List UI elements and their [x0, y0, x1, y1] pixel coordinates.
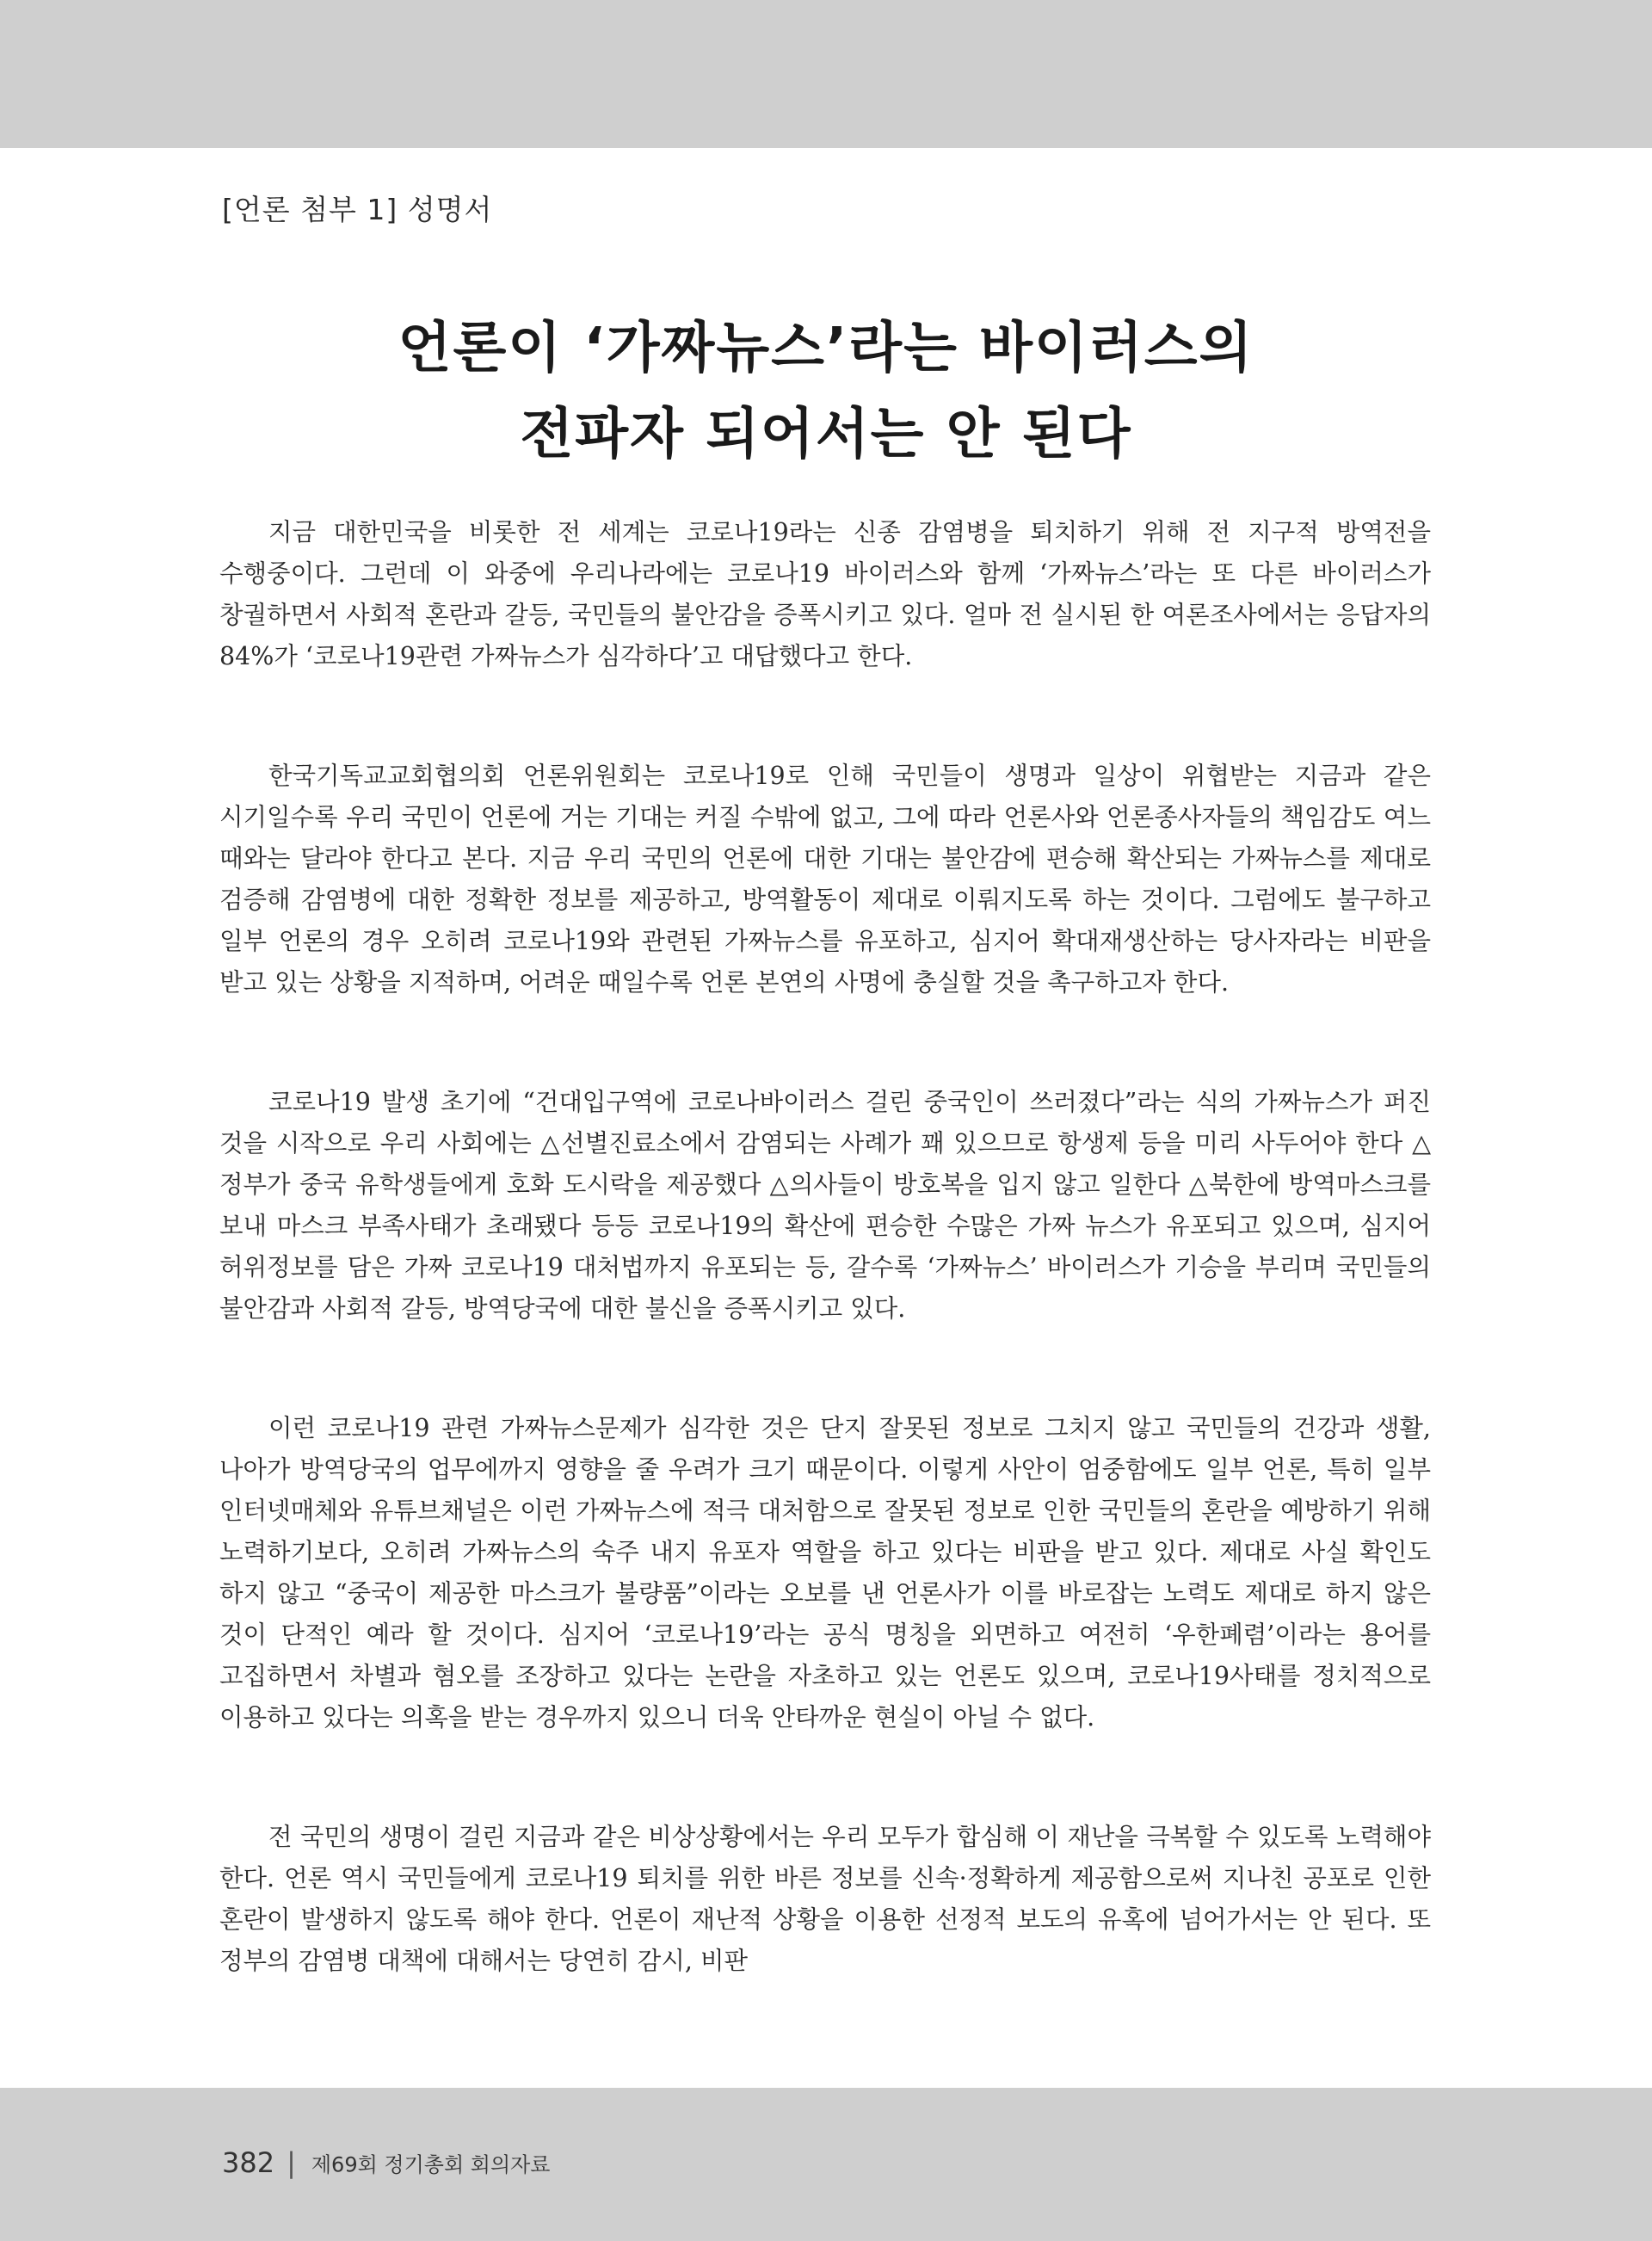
footer-divider: | — [287, 2146, 296, 2179]
paragraph: 전 국민의 생명이 걸린 지금과 같은 비상상황에서는 우리 모두가 합심해 이 재난을 극복할 수 있도록 노력해야 한다. 언론 역시 국민들에게 코로나19 퇴치를 위한 바른 정보를 신속·정확하게 제공함으로써 지나친 공포로 인한 혼란이 발생하지 않도록 해야 한다. 언론이 재난적 상황을 이용한 선정적 보도의 유혹에 넘어가서는 안 된다. 또 정부의 감염병 대책에 대해서는 당연히 감시, 비판 — [219, 1823, 1431, 1975]
top-header-band — [0, 0, 1652, 148]
document-title — [0, 306, 1652, 478]
page-number: 382 — [222, 2146, 275, 2179]
paragraph: 이런 코로나19 관련 가짜뉴스문제가 심각한 것은 단지 잘못된 정보로 그치지 않고 국민들의 건강과 생활, 나아가 방역당국의 업무에까지 영향을 줄 우려가 크기 때문이다. 이렇게 사안이 엄중함에도 일부 언론, 특히 일부 인터넷매체와 유튜브채널은 이런 가짜뉴스에 적극 대처함으로 잘못된 정보로 인한 국민들의 혼란을 예방하기 위해 노력하기보다, 오히려 가짜뉴스의 숙주 내지 유포자 역할을 하고 있다는 비판을 받고 있다. 제대로 사실 확인도 하지 않고 “중국이 제공한 마스크가 불량품”이라는 오보를 낸 언론사가 이를 바로잡는 노력도 제대로 하지 않은 것이 단적인 예라 할 것이다. 심지어 ‘코로나19’라는 공식 명칭을 외면하고 여전히 ‘우한폐렴’이라는 용어를 고집하면서 차별과 혐오를 조장하고 있다는 논란을 자초하고 있는 언론도 있으며, 코로나19사태를 정치적으로 이용하고 있다는 의혹을 받는 경우까지 있으니 더욱 안타까운 현실이 아닐 수 없다. — [219, 1414, 1431, 1732]
paragraph: 한국기독교교회협의회 언론위원회는 코로나19로 인해 국민들이 생명과 일상이 위협받는 지금과 같은 시기일수록 우리 국민이 언론에 거는 기대는 커질 수밖에 없고, 그에 따라 언론사와 언론종사자들의 책임감도 여느 때와는 달라야 한다고 본다. 지금 우리 국민의 언론에 대한 기대는 불안감에 편승해 확산되는 가짜뉴스를 제대로 검증해 감염병에 대한 정확한 정보를 제공하고, 방역활동이 제대로 이뤄지도록 하는 것이다. 그럼에도 불구하고 일부 언론의 경우 오히려 코로나19와 관련된 가짜뉴스를 유포하고, 심지어 확대재생산하는 당사자라는 비판을 받고 있는 상황을 지적하며, 어려운 때일수록 언론 본연의 사명에 충실할 것을 촉구하고자 한다. — [219, 762, 1431, 997]
statement-body — [219, 512, 1431, 2060]
paragraph: 코로나19 발생 초기에 “건대입구역에 코로나바이러스 걸린 중국인이 쓰러졌다”라는 식의 가짜뉴스가 퍼진 것을 시작으로 우리 사회에는 △선별진료소에서 감염되는 사례가 꽤 있으므로 항생제 등을 미리 사두어야 한다 △정부가 중국 유학생들에게 호화 도시락을 제공했다 △의사들이 방호복을 입지 않고 일한다 △북한에 방역마스크를 보내 마스크 부족사태가 초래됐다 등등 코로나19의 확산에 편승한 수많은 가짜 뉴스가 유포되고 있으며, 심지어 허위정보를 담은 가짜 코로나19 대처법까지 유포되는 등, 갈수록 ‘가짜뉴스’ 바이러스가 기승을 부리며 국민들의 불안감과 사회적 갈등, 방역당국에 대한 불신을 증폭시키고 있다. — [219, 1088, 1431, 1323]
section-label: [언론 첨부 1] 성명서 — [222, 193, 493, 226]
title-line-2: 전파자 되어서는 안 된다 — [520, 403, 1132, 466]
page-footer — [222, 2146, 551, 2179]
paragraph: 지금 대한민국을 비롯한 전 세계는 코로나19라는 신종 감염병을 퇴치하기 위해 전 지구적 방역전을 수행중이다. 그런데 이 와중에 우리나라에는 코로나19 바이러스와 함께 ‘가짜뉴스’라는 또 다른 바이러스가 창궐하면서 사회적 혼란과 갈등, 국민들의 불안감을 증폭시키고 있다. 얼마 전 실시된 한 여론조사에서는 응답자의 84%가 ‘코로나19관련 가짜뉴스가 심각하다’고 대답했다고 한다. — [219, 518, 1431, 670]
publication-title: 제69회 정기총회 회의자료 — [311, 2152, 551, 2177]
title-line-1: 언론이 ‘가짜뉴스’라는 바이러스의 — [398, 317, 1254, 380]
